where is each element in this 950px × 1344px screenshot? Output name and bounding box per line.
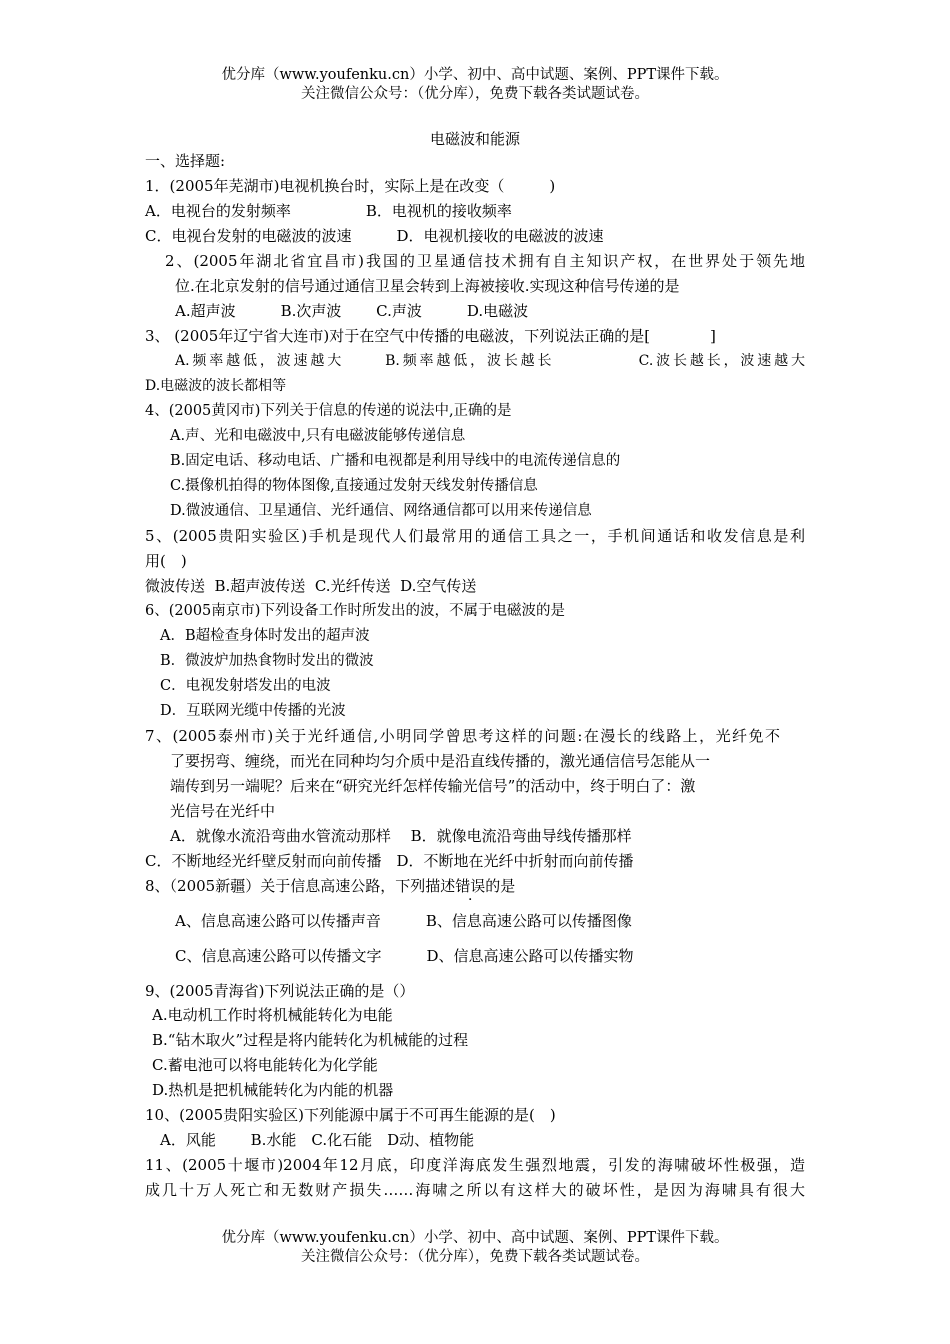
question-2-options: A.超声波 B.次声波 C.声波 D.电磁波 [175,302,529,320]
question-5-cont: 用( ) [145,552,187,570]
question-2-cont: 位.在北京发射的信号通过通信卫星会转到上海被接收.实现这种信号传递的是 [175,277,680,295]
question-11-cont: 成几十万人死亡和无数财产损失……海啸之所以有这样大的破坏性，是因为海啸具有很大 [145,1181,805,1199]
question-8 [145,875,515,897]
question-7-options-cd: C．不断地经光纤壁反射而向前传播 D．不断地在光纤中折射而向前传播 [145,852,634,870]
question-7-cont-1: 了要拐弯、缠绕，而光在同种均匀介质中是沿直线传播的，激光通信信号怎能从一 [170,752,711,770]
question-5-options: 微波传送 B.超声波传送 C.光纤传送 D.空气传送 [145,577,477,595]
page-header [0,66,950,104]
question-1-options-cd: C．电视台发射的电磁波的波速 D．电视机接收的电磁波的波速 [145,227,604,245]
question-4-option-c: C.摄像机拍得的物体图像,直接通过发射天线发射传播信息 [170,478,538,494]
question-4-option-b: B.固定电话、移动电话、广播和电视都是利用导线中的电流传递信息的 [170,453,621,469]
question-11: 11、(2005十堰市)2004年12月底，印度洋海底发生强烈地震，引发的海啸破坏性极强，造 [145,1156,805,1174]
question-4-option-a: A.声、光和电磁波中,只有电磁波能够传递信息 [170,428,466,444]
question-7-options-ab: A．就像水流沿弯曲水管流动那样 B．就像电流沿弯曲导线传播那样 [170,827,632,845]
section-heading: 一、选择题: [145,152,226,170]
question-4-option-d: D.微波通信、卫星通信、光纤通信、网络通信都可以用来传递信息 [170,503,592,519]
question-6-option-d: D．互联网光缆中传播的光波 [160,703,346,719]
question-1: 1．(2005年芜湖市)电视机换台时，实际上是在改变（ ) [145,177,556,195]
question-9: 9、(2005青海省)下列说法正确的是（） [145,982,415,1000]
footer-line-1: 优分库（www.youfenku.cn）小学、初中、高中试题、案例、PPT课件下载。 [221,1230,729,1246]
question-7-cont-2: 端传到另一端呢？后来在“研究光纤怎样传输光信号”的活动中，终于明白了：激 [170,777,696,795]
question-3: 3、 (2005年辽宁省大连市)对于在空气中传播的电磁波，下列说法正确的是[ ] [145,327,716,345]
header-line-2: 关注微信公众号：（优分库），免费下载各类试题试卷。 [301,86,649,102]
question-9-option-a: A.电动机工作时将机械能转化为电能 [152,1006,393,1024]
question-9-option-d: D.热机是把机械能转化为内能的机器 [152,1081,394,1099]
question-10: 10、(2005贵阳实验区)下列能源中属于不可再生能源的是( ) [145,1106,556,1124]
document-title: 电磁波和能源 [429,130,520,148]
question-4: 4、(2005黄冈市)下列关于信息的传递的说法中,正确的是 [145,403,512,419]
question-10-options: A．风能 B.水能 C.化石能 D动、植物能 [160,1131,475,1149]
question-6: 6、(2005南京市)下列设备工作时所发出的波，不属于电磁波的是 [145,603,565,619]
question-1-options-ab: A．电视台的发射频率 B．电视机的接收频率 [145,202,512,220]
question-5: 5、(2005贵阳实验区)手机是现代人们最常用的通信工具之一，手机间通话和收发信息是利 [145,527,805,545]
question-8-options-ab: A、信息高速公路可以传播声音 B、信息高速公路可以传播图像 [175,912,632,930]
question-8-emphasis: 错误 [455,877,486,895]
question-9-option-b: B.“钻木取火”过程是将内能转化为机械能的过程 [152,1031,469,1049]
page-footer [0,1229,950,1267]
header-line-1: 优分库（www.youfenku.cn）小学、初中、高中试题、案例、PPT课件下载。 [221,67,729,83]
question-8-text-end: 的是 [485,877,516,895]
question-6-option-b: B．微波炉加热食物时发出的微波 [160,653,374,669]
question-3-options-abc: A.频率越低，波速越大 B.频率越低，波长越长 C.波长越长，波速越大 [175,353,805,369]
question-8-options-cd: C、信息高速公路可以传播文字 D、信息高速公路可以传播实物 [175,947,634,965]
question-3-option-d: D.电磁波的波长都相等 [145,378,287,394]
question-9-option-c: C.蓄电池可以将电能转化为化学能 [152,1056,378,1074]
question-8-text: 8、（2005新疆）关于信息高速公路，下列描述 [145,877,456,895]
question-6-option-c: C．电视发射塔发出的电波 [160,678,331,694]
question-2: 2、(2005年湖北省宜昌市)我国的卫星通信技术拥有自主知识产权，在世界处于领先地 [165,252,805,270]
question-6-option-a: A．B超检查身体时发出的超声波 [160,628,370,644]
footer-line-2: 关注微信公众号：（优分库），免费下载各类试题试卷。 [301,1249,649,1265]
question-7: 7、(2005泰州市)关于光纤通信,小明同学曾思考这样的问题:在漫长的线路上，光纤免不 [145,727,780,745]
question-7-cont-3: 光信号在光纤中 [170,802,276,820]
